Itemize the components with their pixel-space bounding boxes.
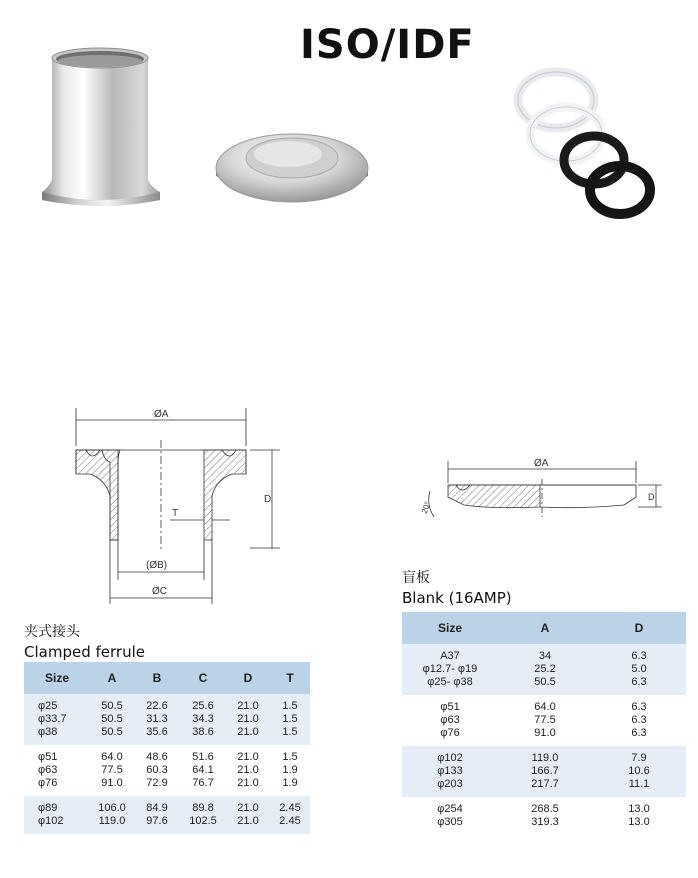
blank-cell: 13.0 [628, 816, 650, 828]
ferrule-pad-cell [24, 828, 90, 834]
blank-title-cn: 盲板 [402, 570, 430, 586]
ferrule-pad-cell [270, 828, 310, 834]
ferrule-cell: 2.45 [270, 815, 310, 828]
page-title: ISO/IDF [300, 22, 475, 68]
blank-cell: 6.3 [631, 727, 647, 739]
ferrule-cell: 21.0 [226, 815, 270, 828]
blank-cell: 11.1 [592, 778, 686, 791]
ferrule-cell: 60.3 [146, 764, 168, 776]
table-row [402, 650, 686, 663]
table-row [24, 713, 310, 726]
table-row [24, 802, 310, 815]
ferrule-cell: 119.0 [90, 815, 134, 828]
ferrule-caption [24, 622, 145, 662]
blank-pad-cell [592, 829, 686, 835]
ferrule-header-c: C [180, 662, 226, 694]
blank-label-a: ØA [534, 458, 549, 469]
ferrule-cell: 97.6 [134, 815, 180, 828]
ferrule-cell: 84.9 [134, 802, 180, 815]
blank-cell: 6.3 [631, 701, 647, 713]
ferrule-pad-cell [180, 828, 226, 834]
table-row [402, 765, 686, 778]
ferrule-cell: φ38 [24, 726, 90, 739]
ferrule-header-size: Size [24, 662, 90, 694]
ferrule-label-d: D [264, 494, 272, 505]
blank-header-size: Size [402, 612, 498, 644]
blank-cell: 217.7 [498, 778, 592, 791]
blank-header-a: A [498, 612, 592, 644]
ferrule-cell: 35.6 [134, 726, 180, 739]
blank-cell: 6.3 [592, 676, 686, 689]
ferrule-cell: 102.5 [180, 815, 226, 828]
ferrule-header-t: T [270, 662, 310, 694]
blank-cell: 319.3 [531, 816, 559, 828]
ferrule-cell: φ89 [24, 802, 90, 815]
ferrule-cell: 91.0 [101, 777, 123, 789]
blank-cell: 119.0 [498, 752, 592, 765]
ferrule-cell: 1.5 [270, 713, 310, 726]
ferrule-cell: 25.6 [180, 700, 226, 713]
table-row [402, 816, 686, 829]
ferrule-cell: 22.6 [134, 700, 180, 713]
ferrule-cell: φ102 [24, 815, 90, 828]
ferrule-cell: 89.8 [180, 802, 226, 815]
ferrule-cell: 50.5 [90, 700, 134, 713]
blank-table-body [402, 644, 686, 835]
blank-cell: 10.6 [592, 765, 686, 778]
ferrule-table-header [24, 662, 310, 694]
blank-cell: φ203 [402, 778, 498, 791]
ferrule-header-b: B [134, 662, 180, 694]
ferrule-cell: 50.5 [90, 726, 134, 739]
blank-cell: φ102 [402, 752, 498, 765]
table-row [402, 676, 686, 689]
ferrule-label-t: T [172, 508, 179, 519]
ferrule-cell: 72.9 [146, 777, 168, 789]
ferrule-header-d: D [226, 662, 270, 694]
ferrule-cell: 77.5 [101, 764, 123, 776]
ferrule-pad-cell [226, 828, 270, 834]
ferrule-cell: φ51 [38, 751, 58, 763]
ferrule-pad-cell [90, 828, 134, 834]
ferrule-label-a: ØA [154, 409, 169, 420]
blank-cell: 6.3 [592, 650, 686, 663]
table-row [24, 764, 310, 777]
ferrule-cell: 48.6 [146, 751, 168, 763]
blank-pad-cell [498, 829, 592, 835]
blank-photo [212, 118, 372, 203]
table-row [24, 777, 310, 790]
ferrule-cell: 76.7 [192, 777, 214, 789]
blank-header-d: D [592, 612, 686, 644]
blank-cell: 5.0 [592, 663, 686, 676]
table-row [402, 778, 686, 791]
ferrule-title-en: Clamped ferrule [24, 643, 145, 661]
blank-pad-cell [402, 829, 498, 835]
blank-cell: φ305 [437, 816, 463, 828]
table-row [402, 752, 686, 765]
ferrule-cell: 64.0 [101, 751, 123, 763]
blank-cell: 6.3 [631, 714, 647, 726]
blank-cell: 25.2 [498, 663, 592, 676]
ferrule-cell: 1.5 [270, 726, 310, 739]
blank-cell: φ51 [440, 701, 460, 713]
ferrule-table-body [24, 694, 310, 834]
blank-cell: 13.0 [628, 803, 650, 815]
blank-label-angle: 20° [419, 500, 433, 515]
table-row [402, 727, 686, 740]
blank-title-en: Blank (16AMP) [402, 589, 512, 607]
blank-cell: 268.5 [531, 803, 559, 815]
blank-cell: 34 [498, 650, 592, 663]
ferrule-cell: 21.0 [237, 764, 259, 776]
blank-cell: 50.5 [498, 676, 592, 689]
ferrule-cell: 51.6 [192, 751, 214, 763]
ferrule-cell: 50.5 [90, 713, 134, 726]
ferrule-drawing [60, 400, 290, 610]
blank-cell: φ63 [440, 714, 460, 726]
ferrule-cell: φ25 [24, 700, 90, 713]
blank-drawing [410, 455, 670, 540]
ferrule-cell: 21.0 [226, 802, 270, 815]
ferrule-cell: 21.0 [237, 751, 259, 763]
ferrule-cell: φ63 [38, 764, 58, 776]
blank-caption [402, 568, 512, 608]
ferrule-table [24, 662, 310, 834]
blank-cell: A37 [402, 650, 498, 663]
blank-cell: 166.7 [498, 765, 592, 778]
table-row [402, 714, 686, 727]
ferrule-cell: φ33.7 [24, 713, 90, 726]
ferrule-group-pad [24, 828, 310, 834]
blank-cell: 91.0 [534, 727, 556, 739]
ferrule-cell: 21.0 [226, 700, 270, 713]
gaskets-photo [508, 62, 658, 227]
blank-cell: φ12.7- φ19 [402, 663, 498, 676]
ferrule-cell: 64.1 [192, 764, 214, 776]
ferrule-cell: 106.0 [90, 802, 134, 815]
ferrule-cell: 2.45 [270, 802, 310, 815]
ferrule-cell: 1.5 [282, 751, 298, 763]
ferrule-header-a: A [90, 662, 134, 694]
blank-cell: φ76 [440, 727, 460, 739]
blank-label-d: D [648, 492, 655, 502]
table-row [24, 815, 310, 828]
blank-cell: 7.9 [592, 752, 686, 765]
ferrule-cell: 34.3 [180, 713, 226, 726]
ferrule-cell: 21.0 [226, 726, 270, 739]
table-row [24, 751, 310, 764]
ferrule-cell: 1.9 [282, 777, 298, 789]
ferrule-cell: φ76 [38, 777, 58, 789]
blank-table-header [402, 612, 686, 644]
blank-group-pad [402, 829, 686, 835]
ferrule-cell: 31.3 [134, 713, 180, 726]
ferrule-cell: 1.9 [282, 764, 298, 776]
ferrule-photo [40, 40, 170, 210]
ferrule-title-cn: 夹式接头 [24, 624, 80, 640]
ferrule-cell: 21.0 [226, 713, 270, 726]
blank-table [402, 612, 686, 835]
blank-cell: 64.0 [534, 701, 556, 713]
blank-cell: φ133 [402, 765, 498, 778]
blank-cell: φ25- φ38 [402, 676, 498, 689]
ferrule-label-b: (ØB) [146, 560, 168, 571]
table-row [402, 663, 686, 676]
ferrule-pad-cell [134, 828, 180, 834]
ferrule-cell: 38.6 [180, 726, 226, 739]
table-row [402, 701, 686, 714]
table-row [24, 700, 310, 713]
table-row [402, 803, 686, 816]
ferrule-cell: 21.0 [237, 777, 259, 789]
ferrule-label-c: ØC [152, 586, 167, 597]
blank-cell: 77.5 [534, 714, 556, 726]
ferrule-cell: 1.5 [270, 700, 310, 713]
table-row [24, 726, 310, 739]
blank-cell: φ254 [437, 803, 463, 815]
